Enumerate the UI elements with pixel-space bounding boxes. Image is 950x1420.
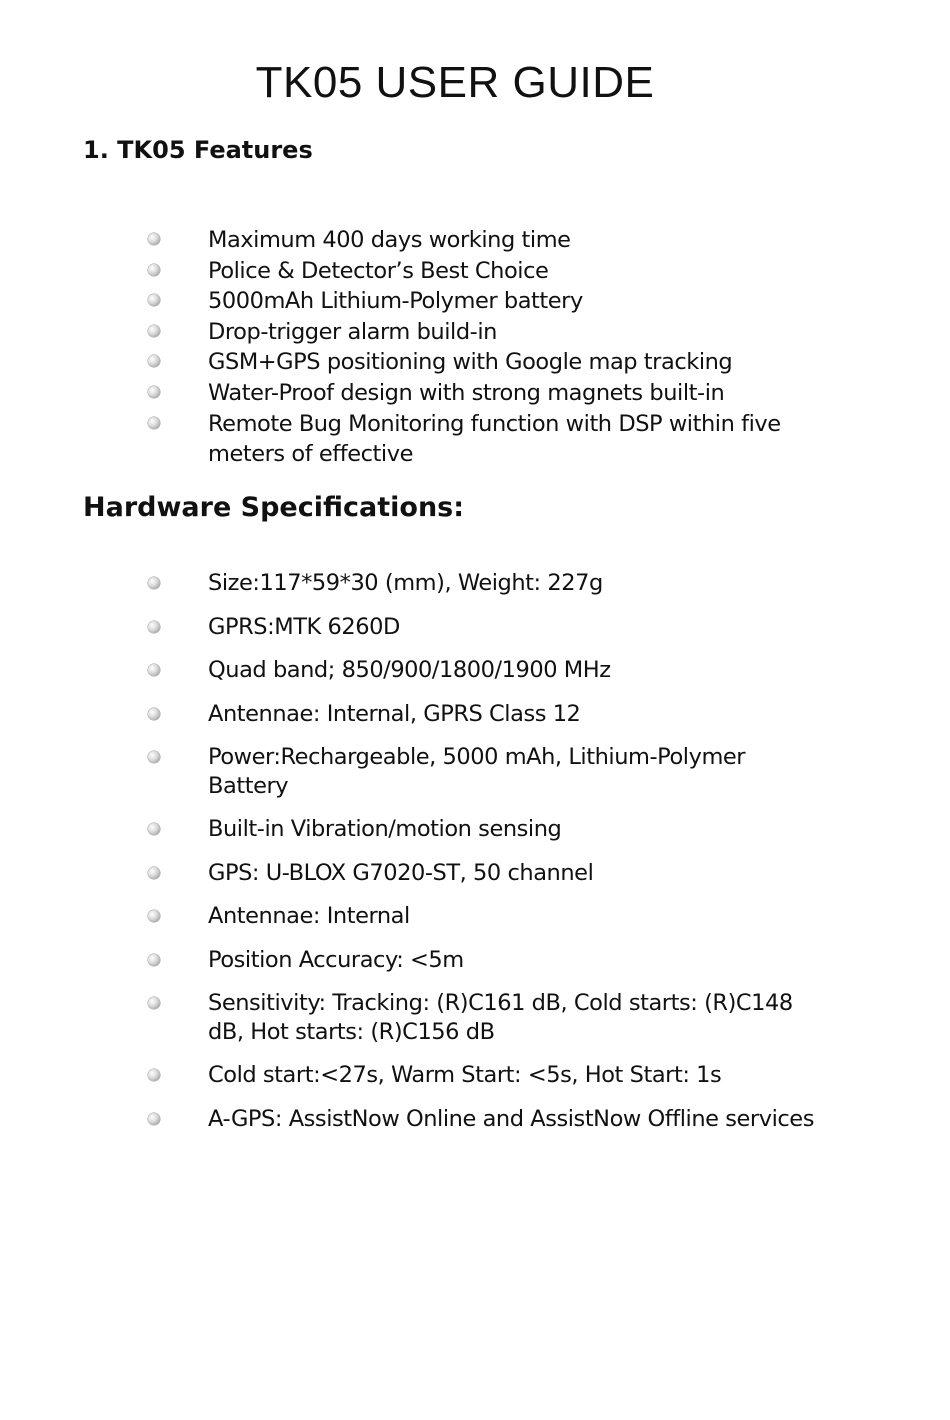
list-item [0, 946, 818, 975]
bullet-icon [148, 233, 160, 245]
list-item-text: Cold start:<27s, Warm Start: <5s, Hot Start: 1s [208, 1062, 722, 1088]
bullet-icon [148, 577, 160, 589]
list-item [0, 859, 818, 888]
bullet-icon [148, 867, 160, 879]
bullet-icon [148, 664, 160, 676]
list-item [0, 902, 818, 931]
list-item-text: Antennae: Internal [208, 903, 410, 929]
bullet-icon [148, 386, 160, 398]
hardware-heading: Hardware Specifications: [83, 492, 465, 523]
list-item-text: Built-in Vibration/motion sensing [208, 816, 562, 842]
list-item [0, 815, 818, 844]
list-item-text: Antennae: Internal, GPRS Class 12 [208, 700, 581, 727]
list-item-text: Sensitivity: Tracking: (R)C161 dB, Cold starts: (R)C148 dB, Hot starts: (R)C156 dB [208, 990, 793, 1045]
list-item [0, 317, 818, 348]
list-item [0, 656, 818, 685]
list-item-text: Water-Proof design with strong magnets built-in [208, 379, 725, 406]
list-item-text: GSM+GPS positioning with Google map tracking [208, 349, 733, 376]
list-item-text: Position Accuracy: <5m [208, 946, 464, 973]
list-item [0, 569, 818, 598]
list-item [0, 378, 818, 409]
bullet-icon [148, 954, 160, 966]
list-item-text: Power:Rechargeable, 5000 mAh, Lithium-Polymer Battery [208, 744, 746, 799]
list-item-text: Quad band; 850/900/1800/1900 MHz [208, 657, 611, 683]
list-item [0, 347, 818, 378]
bullet-icon [148, 621, 160, 633]
bullet-icon [148, 264, 160, 276]
bullet-icon [148, 910, 160, 922]
list-item-text: GPS: U-BLOX G7020-ST, 50 channel [208, 859, 594, 886]
list-item [0, 286, 818, 317]
bullet-icon [148, 708, 160, 720]
bullet-icon [148, 325, 160, 337]
list-item [0, 409, 818, 470]
bullet-icon [148, 1069, 160, 1081]
bullet-icon [148, 417, 160, 429]
bullet-icon [148, 1113, 160, 1125]
features-heading: 1. TK05 Features [83, 136, 313, 164]
list-item [0, 743, 818, 800]
bullet-icon [148, 294, 160, 306]
hardware-spec-list [0, 569, 818, 1148]
document-title: TK05 USER GUIDE [255, 58, 655, 107]
features-list [0, 225, 818, 470]
list-item [0, 256, 818, 287]
list-item-text: A-GPS: AssistNow Online and AssistNow Offline services [208, 1105, 814, 1132]
list-item [0, 989, 818, 1046]
list-item [0, 1061, 818, 1090]
list-item-text: Remote Bug Monitoring function with DSP within five meters of effective [208, 410, 781, 468]
bullet-icon [148, 997, 160, 1009]
list-item [0, 1105, 818, 1134]
bullet-icon [148, 823, 160, 835]
list-item-text: GPRS:MTK 6260D [208, 613, 400, 640]
list-item [0, 225, 818, 256]
list-item-text: Police & Detector’s Best Choice [208, 257, 549, 284]
bullet-icon [148, 355, 160, 367]
bullet-icon [148, 751, 160, 763]
list-item-text: 5000mAh Lithium-Polymer battery [208, 288, 583, 315]
list-item-text: Size:117*59*30 (mm), Weight: 227g [208, 570, 603, 596]
list-item-text: Drop-trigger alarm build-in [208, 318, 497, 345]
list-item [0, 700, 818, 729]
list-item-text: Maximum 400 days working time [208, 227, 571, 253]
list-item [0, 613, 818, 642]
